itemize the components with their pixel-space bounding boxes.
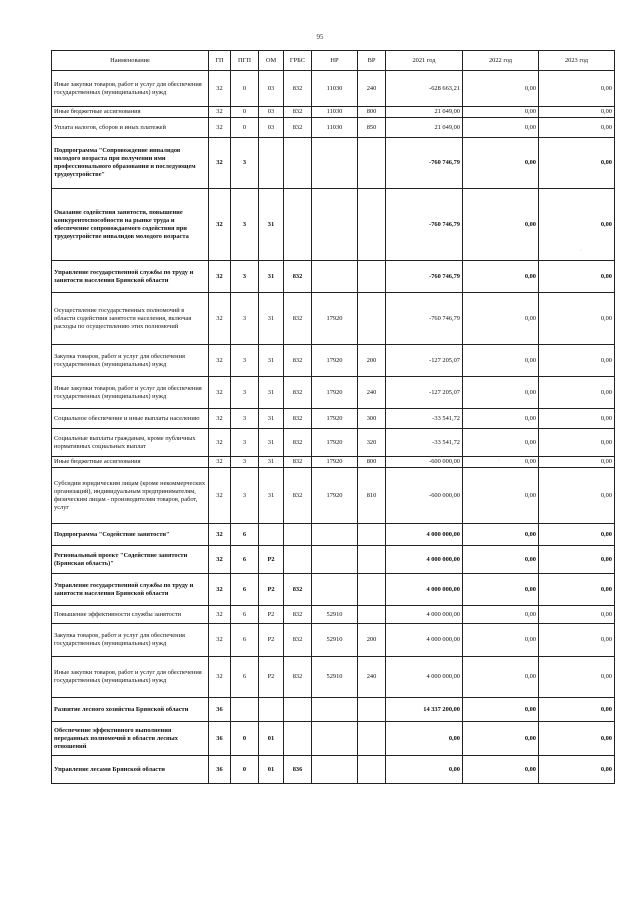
row-nr xyxy=(312,698,358,722)
row-gp: 32 xyxy=(209,118,231,138)
table-row xyxy=(52,71,615,107)
row-2022: 0,00 xyxy=(463,409,539,429)
row-gp: 36 xyxy=(209,698,231,722)
row-grbs: 832 xyxy=(284,293,312,345)
table-row xyxy=(52,756,615,784)
row-2023: 0,00 xyxy=(539,756,615,784)
row-2023: 0,00 xyxy=(539,524,615,546)
row-2021: -628 663,21 xyxy=(386,71,463,107)
row-pgp: 0 xyxy=(231,118,259,138)
row-nr xyxy=(312,261,358,293)
row-grbs: 832 xyxy=(284,657,312,698)
row-gp: 32 xyxy=(209,468,231,524)
row-name: Обеспечение эффективного выполнения переданных полномочий в области лесных отношений xyxy=(52,722,209,756)
row-om: Р2 xyxy=(259,606,284,624)
table-row xyxy=(52,107,615,118)
row-vr: 200 xyxy=(358,345,386,377)
row-pgp: 0 xyxy=(231,71,259,107)
row-pgp: 3 xyxy=(231,409,259,429)
row-grbs: 832 xyxy=(284,377,312,409)
row-2023: 0,00 xyxy=(539,468,615,524)
row-gp: 32 xyxy=(209,377,231,409)
table-row xyxy=(52,468,615,524)
row-nr xyxy=(312,722,358,756)
row-2021: 4 000 000,00 xyxy=(386,657,463,698)
header-2022: 2022 год xyxy=(463,51,539,71)
row-nr: 52910 xyxy=(312,606,358,624)
row-om: 01 xyxy=(259,756,284,784)
table-row xyxy=(52,698,615,722)
row-vr: 850 xyxy=(358,118,386,138)
row-gp: 32 xyxy=(209,574,231,606)
row-name: Субсидии юридическим лицам (кроме некоммерческих организаций), индивидуальным предпринимателям, физическим лицам - производителям товаров, работ, услуг xyxy=(52,468,209,524)
row-vr xyxy=(358,756,386,784)
row-name: Управление государственной службы по труду и занятости населения Брянской области xyxy=(52,261,209,293)
row-pgp: 0 xyxy=(231,107,259,118)
row-gp: 32 xyxy=(209,624,231,657)
row-om: Р2 xyxy=(259,574,284,606)
header-gp: ГП xyxy=(209,51,231,71)
row-gp: 32 xyxy=(209,107,231,118)
row-nr: 11030 xyxy=(312,71,358,107)
row-gp: 32 xyxy=(209,429,231,457)
row-2022: 0,00 xyxy=(463,574,539,606)
row-grbs: 832 xyxy=(284,118,312,138)
header-2021: 2021 год xyxy=(386,51,463,71)
row-vr: 300 xyxy=(358,409,386,429)
row-name: Иные бюджетные ассигнования xyxy=(52,107,209,118)
row-2022: 0,00 xyxy=(463,71,539,107)
row-name: Закупка товаров, работ и услуг для обеспечения государственных (муниципальных) нужд xyxy=(52,345,209,377)
row-vr xyxy=(358,574,386,606)
row-2022: 0,00 xyxy=(463,457,539,468)
row-2021: -760 746,79 xyxy=(386,293,463,345)
row-grbs: 832 xyxy=(284,409,312,429)
row-pgp: 0 xyxy=(231,722,259,756)
row-om: 31 xyxy=(259,261,284,293)
row-2021: 21 049,00 xyxy=(386,107,463,118)
row-vr xyxy=(358,546,386,574)
header-name: Наименование xyxy=(52,51,209,71)
row-om xyxy=(259,138,284,189)
row-2021: -760 746,79 xyxy=(386,261,463,293)
row-2022: 0,00 xyxy=(463,657,539,698)
row-grbs xyxy=(284,189,312,261)
row-2022: 0,00 xyxy=(463,546,539,574)
table-row xyxy=(52,345,615,377)
scan-speck: · xyxy=(580,248,582,254)
scan-speck: · xyxy=(498,458,500,464)
table-row xyxy=(52,261,615,293)
header-grbs: ГРБС xyxy=(284,51,312,71)
row-2022: 0,00 xyxy=(463,524,539,546)
row-gp: 32 xyxy=(209,409,231,429)
row-2021: 0,00 xyxy=(386,756,463,784)
row-pgp: 3 xyxy=(231,189,259,261)
row-2021: -127 205,07 xyxy=(386,377,463,409)
row-grbs xyxy=(284,722,312,756)
row-name: Осуществление государственных полномочий в области содействия занятости населения, включая расходы по осуществлению этих полномочий xyxy=(52,293,209,345)
row-gp: 32 xyxy=(209,524,231,546)
row-vr: 240 xyxy=(358,377,386,409)
budget-table xyxy=(51,50,615,784)
row-om: 31 xyxy=(259,293,284,345)
row-nr: 17920 xyxy=(312,345,358,377)
row-grbs: 832 xyxy=(284,574,312,606)
row-nr xyxy=(312,574,358,606)
row-nr: 17920 xyxy=(312,457,358,468)
row-2022: 0,00 xyxy=(463,624,539,657)
row-name: Подпрограмма "Содействие занятости" xyxy=(52,524,209,546)
row-vr xyxy=(358,722,386,756)
table-row xyxy=(52,293,615,345)
row-2021: 14 337 200,00 xyxy=(386,698,463,722)
row-grbs xyxy=(284,698,312,722)
row-om: 03 xyxy=(259,118,284,138)
row-2023: 0,00 xyxy=(539,574,615,606)
header-pgp: ПГП xyxy=(231,51,259,71)
table-row xyxy=(52,524,615,546)
row-2022: 0,00 xyxy=(463,118,539,138)
row-gp: 32 xyxy=(209,546,231,574)
row-vr xyxy=(358,524,386,546)
row-grbs xyxy=(284,138,312,189)
row-vr: 240 xyxy=(358,71,386,107)
row-pgp: 6 xyxy=(231,546,259,574)
row-2023: 0,00 xyxy=(539,624,615,657)
row-om: 31 xyxy=(259,345,284,377)
row-pgp: 6 xyxy=(231,574,259,606)
row-2023: 0,00 xyxy=(539,457,615,468)
row-gp: 32 xyxy=(209,606,231,624)
table-row xyxy=(52,574,615,606)
row-pgp: 3 xyxy=(231,345,259,377)
row-pgp: 6 xyxy=(231,524,259,546)
row-2022: 0,00 xyxy=(463,606,539,624)
row-om: 31 xyxy=(259,189,284,261)
row-vr: 800 xyxy=(358,457,386,468)
row-nr: 11030 xyxy=(312,118,358,138)
row-nr: 11030 xyxy=(312,107,358,118)
row-name: Региональный проект "Содействие занятости (Брянская область)" xyxy=(52,546,209,574)
row-nr: 17920 xyxy=(312,293,358,345)
row-gp: 36 xyxy=(209,722,231,756)
row-grbs: 832 xyxy=(284,457,312,468)
header-vr: ВР xyxy=(358,51,386,71)
row-grbs: 832 xyxy=(284,107,312,118)
row-vr: 320 xyxy=(358,429,386,457)
row-name: Подпрограмма "Сопровождение инвалидов молодого возраста при получении ими профессионального образования и последующем трудоустройстве" xyxy=(52,138,209,189)
row-2022: 0,00 xyxy=(463,345,539,377)
row-2023: 0,00 xyxy=(539,722,615,756)
row-2022: 0,00 xyxy=(463,698,539,722)
table-row xyxy=(52,118,615,138)
row-om: 03 xyxy=(259,107,284,118)
row-2021: -33 541,72 xyxy=(386,409,463,429)
row-gp: 36 xyxy=(209,756,231,784)
row-2021: -760 746,79 xyxy=(386,189,463,261)
row-vr: 200 xyxy=(358,624,386,657)
row-grbs: 832 xyxy=(284,624,312,657)
row-pgp: 3 xyxy=(231,468,259,524)
row-grbs: 832 xyxy=(284,606,312,624)
row-om xyxy=(259,524,284,546)
row-nr: 17920 xyxy=(312,409,358,429)
row-2021: 0,00 xyxy=(386,722,463,756)
row-gp: 32 xyxy=(209,345,231,377)
row-2023: 0,00 xyxy=(539,606,615,624)
row-2021: 21 049,00 xyxy=(386,118,463,138)
header-2023: 2023 год xyxy=(539,51,615,71)
row-nr xyxy=(312,189,358,261)
row-name: Повышение эффективности службы занятости xyxy=(52,606,209,624)
row-name: Социальные выплаты гражданам, кроме публичных нормативных социальных выплат xyxy=(52,429,209,457)
row-om: 31 xyxy=(259,457,284,468)
row-vr xyxy=(358,138,386,189)
row-grbs: 832 xyxy=(284,261,312,293)
row-pgp: 3 xyxy=(231,138,259,189)
table-row xyxy=(52,657,615,698)
row-2021: 4 000 000,00 xyxy=(386,524,463,546)
row-2023: 0,00 xyxy=(539,138,615,189)
table-row xyxy=(52,457,615,468)
row-nr: 17920 xyxy=(312,377,358,409)
row-2023: 0,00 xyxy=(539,293,615,345)
row-vr xyxy=(358,606,386,624)
table-row xyxy=(52,546,615,574)
row-name: Иные закупки товаров, работ и услуг для обеспечения государственных (муниципальных) нужд xyxy=(52,377,209,409)
row-om: 31 xyxy=(259,429,284,457)
row-2022: 0,00 xyxy=(463,429,539,457)
row-2021: 4 000 000,00 xyxy=(386,606,463,624)
row-2021: -760 746,79 xyxy=(386,138,463,189)
row-vr: 240 xyxy=(358,657,386,698)
row-vr xyxy=(358,698,386,722)
row-name: Уплата налогов, сборов и иных платежей xyxy=(52,118,209,138)
table-row xyxy=(52,624,615,657)
row-2022: 0,00 xyxy=(463,138,539,189)
row-2022: 0,00 xyxy=(463,189,539,261)
row-pgp: 0 xyxy=(231,756,259,784)
row-gp: 32 xyxy=(209,261,231,293)
row-2023: 0,00 xyxy=(539,409,615,429)
row-2022: 0,00 xyxy=(463,756,539,784)
row-grbs: 832 xyxy=(284,429,312,457)
row-vr xyxy=(358,261,386,293)
row-pgp: 3 xyxy=(231,377,259,409)
table-row xyxy=(52,606,615,624)
row-name: Иные закупки товаров, работ и услуг для обеспечения государственных (муниципальных) нужд xyxy=(52,71,209,107)
header-om: ОМ xyxy=(259,51,284,71)
row-2023: 0,00 xyxy=(539,107,615,118)
row-name: Социальное обеспечение и иные выплаты населению xyxy=(52,409,209,429)
row-grbs xyxy=(284,524,312,546)
row-pgp: 3 xyxy=(231,261,259,293)
row-vr: 810 xyxy=(358,468,386,524)
row-2022: 0,00 xyxy=(463,377,539,409)
row-2023: 0,00 xyxy=(539,189,615,261)
row-pgp: 3 xyxy=(231,293,259,345)
row-om: Р2 xyxy=(259,657,284,698)
row-name: Развитие лесного хозяйства Брянской области xyxy=(52,698,209,722)
row-2023: 0,00 xyxy=(539,377,615,409)
row-pgp: 3 xyxy=(231,457,259,468)
row-2022: 0,00 xyxy=(463,261,539,293)
row-2022: 0,00 xyxy=(463,722,539,756)
row-gp: 32 xyxy=(209,138,231,189)
row-2021: -600 000,00 xyxy=(386,468,463,524)
row-2023: 0,00 xyxy=(539,345,615,377)
row-2023: 0,00 xyxy=(539,429,615,457)
row-2021: -127 205,07 xyxy=(386,345,463,377)
row-nr xyxy=(312,756,358,784)
page-number: 95 xyxy=(316,33,324,41)
row-nr xyxy=(312,546,358,574)
row-nr: 52910 xyxy=(312,657,358,698)
row-2021: 4 000 000,00 xyxy=(386,546,463,574)
row-vr xyxy=(358,293,386,345)
row-om: 31 xyxy=(259,377,284,409)
header-nr: НР xyxy=(312,51,358,71)
row-grbs xyxy=(284,546,312,574)
row-om: 31 xyxy=(259,409,284,429)
row-pgp: 6 xyxy=(231,606,259,624)
row-name: Управление государственной службы по труду и занятости населения Брянской области xyxy=(52,574,209,606)
row-pgp: 6 xyxy=(231,657,259,698)
row-2021: 4 000 000,00 xyxy=(386,574,463,606)
row-2023: 0,00 xyxy=(539,261,615,293)
row-2021: -33 541,72 xyxy=(386,429,463,457)
row-nr xyxy=(312,524,358,546)
row-gp: 32 xyxy=(209,189,231,261)
row-grbs: 832 xyxy=(284,345,312,377)
table-row xyxy=(52,138,615,189)
row-name: Оказание содействия занятости, повышение конкурентоспособности на рынке труда и обеспечение сопровождаемого содействия при трудоустройстве инвалидов молодого возраста xyxy=(52,189,209,261)
row-2023: 0,00 xyxy=(539,657,615,698)
row-2023: 0,00 xyxy=(539,546,615,574)
row-om: 03 xyxy=(259,71,284,107)
row-name: Управление лесами Брянской области xyxy=(52,756,209,784)
table-row xyxy=(52,722,615,756)
row-2021: -600 000,00 xyxy=(386,457,463,468)
table-row xyxy=(52,409,615,429)
row-name: Иные бюджетные ассигнования xyxy=(52,457,209,468)
row-om: Р2 xyxy=(259,546,284,574)
row-2022: 0,00 xyxy=(463,468,539,524)
row-om xyxy=(259,698,284,722)
row-grbs: 832 xyxy=(284,468,312,524)
row-2021: 4 000 000,00 xyxy=(386,624,463,657)
row-2022: 0,00 xyxy=(463,293,539,345)
row-pgp xyxy=(231,698,259,722)
row-name: Иные закупки товаров, работ и услуг для обеспечения государственных (муниципальных) нужд xyxy=(52,657,209,698)
table-row xyxy=(52,189,615,261)
row-nr: 17920 xyxy=(312,468,358,524)
row-nr xyxy=(312,138,358,189)
row-gp: 32 xyxy=(209,657,231,698)
row-grbs: 836 xyxy=(284,756,312,784)
row-2023: 0,00 xyxy=(539,71,615,107)
row-om: 31 xyxy=(259,468,284,524)
table-row xyxy=(52,429,615,457)
row-name: Закупка товаров, работ и услуг для обеспечения государственных (муниципальных) нужд xyxy=(52,624,209,657)
row-om: 01 xyxy=(259,722,284,756)
row-pgp: 3 xyxy=(231,429,259,457)
row-2023: 0,00 xyxy=(539,698,615,722)
row-vr: 800 xyxy=(358,107,386,118)
table-row xyxy=(52,377,615,409)
row-nr: 52910 xyxy=(312,624,358,657)
row-vr xyxy=(358,189,386,261)
table-header-row xyxy=(52,51,615,71)
row-nr: 17920 xyxy=(312,429,358,457)
row-2022: 0,00 xyxy=(463,107,539,118)
row-gp: 32 xyxy=(209,71,231,107)
row-gp: 32 xyxy=(209,293,231,345)
row-2023: 0,00 xyxy=(539,118,615,138)
row-om: Р2 xyxy=(259,624,284,657)
row-gp: 32 xyxy=(209,457,231,468)
row-pgp: 6 xyxy=(231,624,259,657)
row-grbs: 832 xyxy=(284,71,312,107)
